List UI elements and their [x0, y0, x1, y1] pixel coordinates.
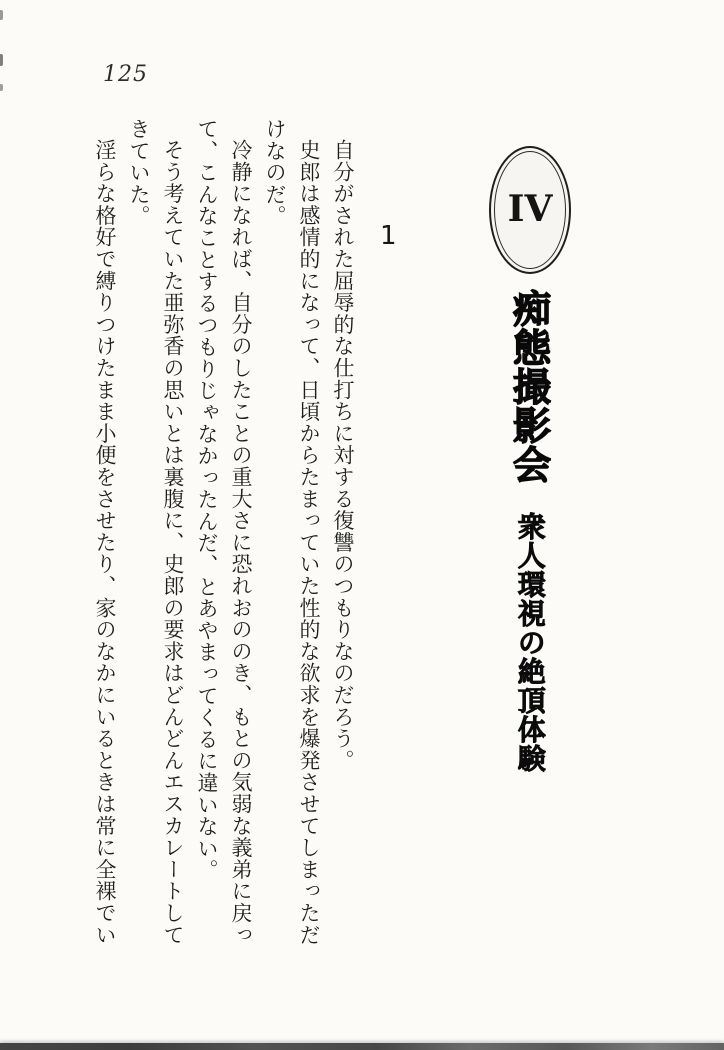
- page-number: 125: [103, 62, 148, 87]
- paragraph: 史郎は感情的になって、日頃からたまっていた性的な欲求を爆発させてしまっただけなのだ。: [263, 118, 321, 946]
- scan-artifact: [0, 10, 3, 20]
- section-number: 1: [380, 221, 397, 251]
- paragraph: 冷静になれば、自分のしたことの重大さに恐れおののき、もとの気弱な義弟に戻って、こんなことするつもりじゃなかったんだ、とあやまってくるに違いない。: [195, 118, 253, 946]
- body-text: [84, 118, 360, 950]
- chapter-number-badge: [489, 146, 571, 274]
- chapter-title: 痴態撮影会: [506, 289, 551, 484]
- paragraph: そう考えていた亜弥香の思いとは裏腹に、史郎の要求はどんどんエスカレートしてきていた。: [127, 118, 185, 946]
- scan-artifact: [0, 54, 3, 66]
- scan-edge: [0, 1043, 724, 1050]
- paragraph: 淫らな格好で縛りつけたまま小便をさせたり、家のなかにいるときは常に全裸でい: [93, 139, 117, 946]
- paragraph: 自分がされた屈辱的な仕打ちに対する復讐のつもりなのだろう。: [331, 139, 355, 772]
- chapter-subtitle: 衆人環視の絶頂体験: [513, 512, 547, 773]
- chapter-numeral: IV: [507, 188, 553, 230]
- scan-artifact: [0, 84, 3, 91]
